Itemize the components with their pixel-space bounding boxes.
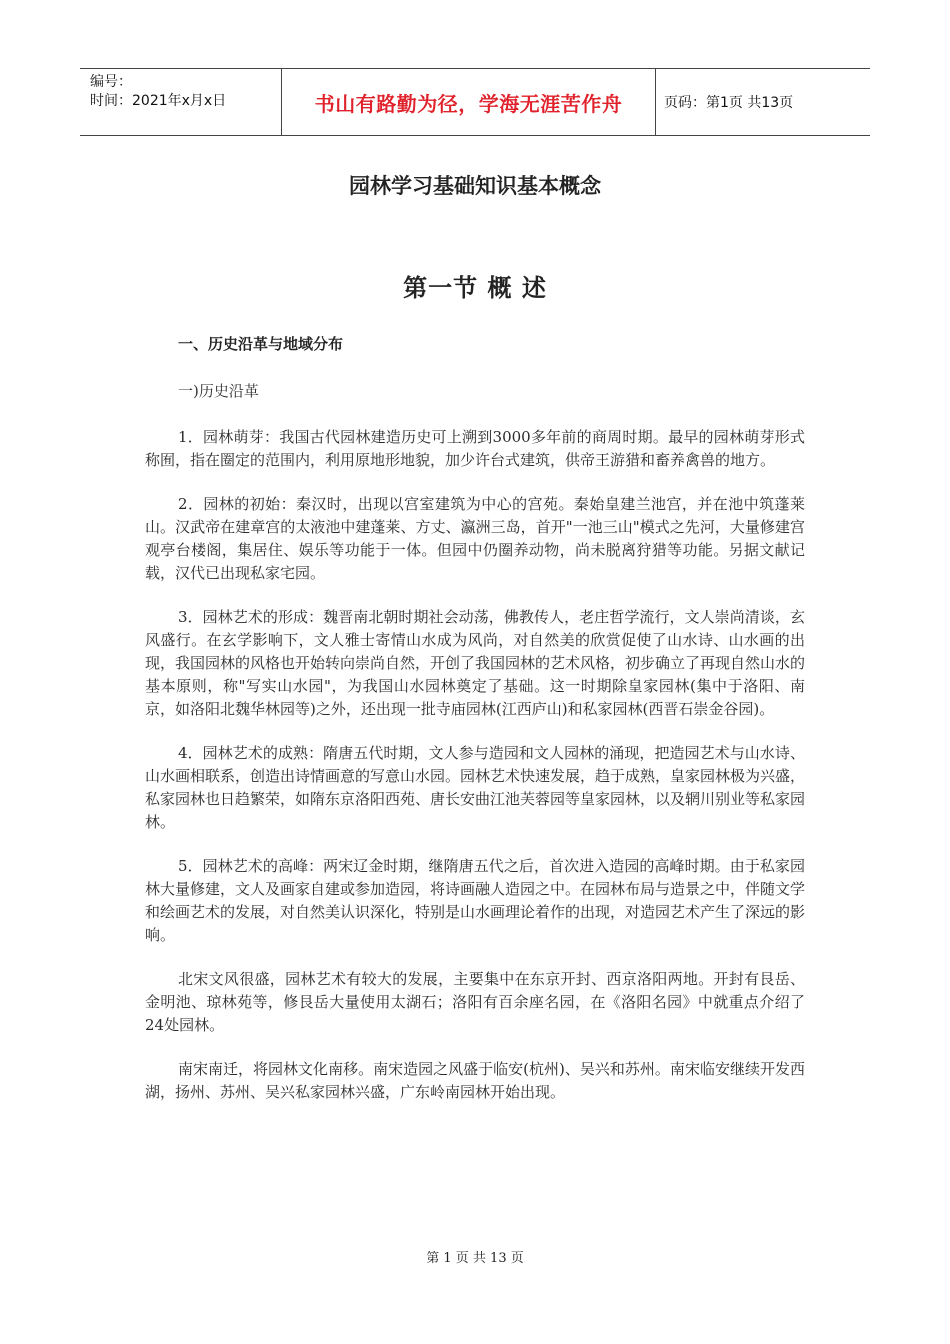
paragraph: 北宋文风很盛，园林艺术有较大的发展，主要集中在东京开封、西京洛阳两地。开封有艮岳、金明池、琼林苑等，修艮岳大量使用太湖石；洛阳有百余座名园，在《洛阳名园》中就重点介绍了24处园林。 xyxy=(145,970,805,1034)
sub-subheading: 一)历史沿革 xyxy=(178,382,259,400)
paragraph: 1．园林萌芽：我国古代园林建造历史可上溯到3000多年前的商周时期。最早的园林萌芽形式称囿，指在圈定的范围内，利用原地形地貌，加少许台式建筑，供帝王游猎和畜养禽兽的地方。 xyxy=(145,428,805,469)
paragraph: 2．园林的初始：秦汉时，出现以宫室建筑为中心的宫苑。秦始皇建兰池宫，并在池中筑蓬莱山。汉武帝在建章宫的太液池中建蓬莱、方丈、瀛洲三岛，首开"一池三山"模式之先河，大量修建宫观亭台楼阁，集居住、娱乐等功能于一体。但园中仍圈养动物，尚未脱离狩猎等功能。另据文献记载，汉代已出现私家宅园。 xyxy=(145,495,805,582)
motto-cell xyxy=(282,69,656,135)
page-footer: 第 1 页 共 13 页 xyxy=(426,1251,524,1266)
document-title: 园林学习基础知识基本概念 xyxy=(349,174,601,198)
section-title: 第一节 概 述 xyxy=(403,274,547,302)
paragraph: 3．园林艺术的形成：魏晋南北朝时期社会动荡，佛教传人，老庄哲学流行，文人崇尚清谈，玄风盛行。在玄学影响下，文人雅士寄情山水成为风尚，对自然美的欣赏促使了山水诗、山水画的出现，我国园林的风格也开始转向崇尚自然，开创了我国园林的艺术风格，初步确立了再现自然山水的基本原则，称"写实山水园"，为我国山水园林奠定了基础。这一时期除皇家园林(集中于洛阳、南京，如洛阳北魏华林园等)之外，还出现一批寺庙园林(江西庐山)和私家园林(西晋石崇金谷园)。 xyxy=(145,608,806,718)
header-table xyxy=(80,68,870,136)
paragraph: 南宋南迁，将园林文化南移。南宋造园之风盛于临安(杭州)、吴兴和苏州。南宋临安继续开发西湖，扬州、苏州、吴兴私家园林兴盛，广东岭南园林开始出现。 xyxy=(145,1060,805,1101)
page-info-text: 页码：第1页 共13页 xyxy=(664,95,794,111)
time-label: 时间：2021年x月x日 xyxy=(90,93,227,109)
motto-text: 书山有路勤为径，学海无涯苦作舟 xyxy=(314,91,623,116)
paragraph: 4．园林艺术的成熟：隋唐五代时期，文人参与造园和文人园林的涌现，把造园艺术与山水诗、山水画相联系，创造出诗情画意的写意山水园。园林艺术快速发展，趋于成熟，皇家园林极为兴盛，私家园林也日趋繁荣，如隋东京洛阳西苑、唐长安曲江池芙蓉园等皇家园林，以及辋川别业等私家园林。 xyxy=(145,744,806,831)
header-meta-cell xyxy=(80,69,282,135)
body-text xyxy=(145,426,805,1125)
number-label: 编号： xyxy=(90,74,132,90)
page-info-cell xyxy=(656,69,870,135)
subheading: 一、历史沿革与地域分布 xyxy=(178,335,344,353)
paragraph: 5．园林艺术的高峰：两宋辽金时期，继隋唐五代之后，首次进入造园的高峰时期。由于私家园林大量修建，文人及画家自建或参加造园，将诗画融人造园之中。在园林布局与造景之中，伴随文学和绘画艺术的发展，对自然美认识深化，特别是山水画理论着作的出现，对造园艺术产生了深远的影响。 xyxy=(145,857,806,944)
